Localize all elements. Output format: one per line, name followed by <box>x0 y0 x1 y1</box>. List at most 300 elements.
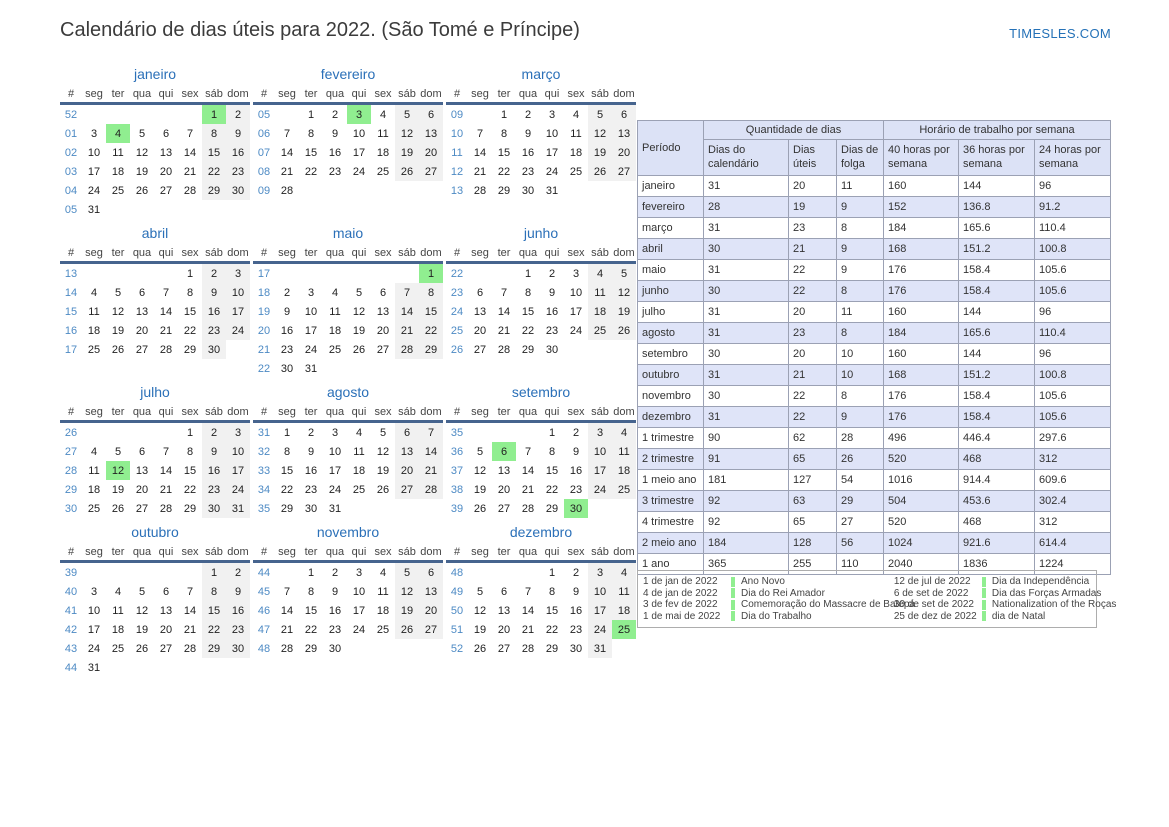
value-cell: 609.6 <box>1035 470 1111 491</box>
value-cell: 100.8 <box>1035 239 1111 260</box>
day-cell: 20 <box>612 143 636 162</box>
value-cell: 312 <box>1035 449 1111 470</box>
value-cell: 9 <box>837 407 884 428</box>
table-subheader-row <box>638 140 1111 176</box>
value-cell: 9 <box>837 260 884 281</box>
week-col-header: # <box>60 86 82 104</box>
day-cell: 13 <box>159 604 173 617</box>
weekday-header: ter <box>106 245 130 263</box>
value-cell: 8 <box>837 281 884 302</box>
day-cell: 21 <box>395 321 419 340</box>
day-cell: 9 <box>572 445 580 458</box>
day-cell: 16 <box>328 604 342 617</box>
day-cell: 9 <box>307 445 315 458</box>
day-cell <box>226 200 250 219</box>
day-cell: 6 <box>379 286 387 299</box>
holiday-name: Ano Novo <box>741 576 785 588</box>
day-cell: 11 <box>329 305 341 318</box>
day-cell: 9 <box>331 585 339 598</box>
week-number: 50 <box>450 604 464 617</box>
value-cell: 144 <box>959 302 1035 323</box>
week-number: 36 <box>450 445 464 458</box>
week-row <box>446 321 636 340</box>
week-number: 41 <box>64 604 78 617</box>
week-number: 23 <box>450 286 464 299</box>
period-label: outubro <box>638 365 704 386</box>
day-cell <box>178 200 202 219</box>
weekday-header: sex <box>178 544 202 562</box>
day-cell: 3 <box>226 422 250 443</box>
week-row <box>446 639 636 658</box>
day-cell: 25 <box>328 343 342 356</box>
weekday-header: sex <box>564 404 588 422</box>
day-cell: 20 <box>473 324 487 337</box>
month-table <box>253 86 443 200</box>
day-cell: 10 <box>328 445 342 458</box>
day-cell <box>323 263 347 284</box>
day-cell: 13 <box>395 442 419 461</box>
value-cell: 184 <box>704 533 789 554</box>
value-cell: 63 <box>789 491 837 512</box>
day-cell <box>130 658 154 677</box>
day-cell: 23 <box>304 483 318 496</box>
week-row <box>60 582 250 601</box>
value-cell: 21 <box>789 239 837 260</box>
day-cell <box>130 200 154 219</box>
value-cell: 181 <box>704 470 789 491</box>
value-cell: 8 <box>837 323 884 344</box>
value-cell: 614.4 <box>1035 533 1111 554</box>
day-cell: 7 <box>162 445 170 458</box>
month-title: fevereiro <box>320 66 376 82</box>
day-cell <box>419 499 443 518</box>
week-number: 09 <box>257 184 271 197</box>
month-title: maio <box>332 225 364 241</box>
value-cell: 30 <box>704 344 789 365</box>
table-row <box>638 323 1111 344</box>
day-cell: 2 <box>226 562 250 583</box>
weekday-header: qua <box>516 544 540 562</box>
period-label: agosto <box>638 323 704 344</box>
holiday-name: Nationalization of the Roças <box>991 599 1117 611</box>
week-row <box>446 124 636 143</box>
weekday-header: seg <box>275 404 299 422</box>
value-cell: 446.4 <box>959 428 1035 449</box>
day-cell: 16 <box>521 146 535 159</box>
month-title: janeiro <box>133 66 177 82</box>
day-cell: 17 <box>545 146 559 159</box>
day-cell <box>371 499 395 518</box>
day-cell: 27 <box>135 343 149 356</box>
sub-column-header: 40 horas por semana <box>884 140 959 176</box>
week-number: 20 <box>257 324 271 337</box>
week-number: 29 <box>64 483 78 496</box>
day-cell: 22 <box>419 321 443 340</box>
day-cell <box>588 181 612 200</box>
month-title: dezembro <box>509 524 573 540</box>
day-cell: 5 <box>476 445 484 458</box>
day-cell: 9 <box>331 127 339 140</box>
holiday-day-cell: 12 <box>106 461 130 480</box>
week-row <box>253 582 443 601</box>
day-cell: 29 <box>497 184 511 197</box>
week-row <box>60 162 250 181</box>
day-cell: 19 <box>588 143 612 162</box>
weekday-header: qui <box>154 245 178 263</box>
day-cell: 7 <box>283 585 291 598</box>
day-cell: 10 <box>226 283 250 302</box>
weekday-header-row <box>253 245 443 263</box>
day-cell <box>395 639 419 658</box>
weekday-header: seg <box>468 245 492 263</box>
value-cell: 30 <box>704 281 789 302</box>
month-agosto <box>253 378 446 518</box>
day-cell: 1 <box>202 562 226 583</box>
day-cell: 18 <box>87 483 101 496</box>
day-cell <box>82 104 106 125</box>
holiday-name: Dia do Trabalho <box>741 610 812 622</box>
day-cell: 11 <box>612 582 636 601</box>
table-row <box>638 281 1111 302</box>
day-cell: 29 <box>183 343 197 356</box>
table-row <box>638 386 1111 407</box>
week-row <box>253 562 443 583</box>
week-number: 05 <box>257 108 271 121</box>
week-number: 30 <box>64 502 78 515</box>
day-cell: 3 <box>588 562 612 583</box>
weekday-header: qui <box>347 404 371 422</box>
value-cell: 105.6 <box>1035 281 1111 302</box>
day-cell: 3 <box>355 566 363 579</box>
week-number: 02 <box>64 146 78 159</box>
day-cell: 14 <box>521 464 535 477</box>
table-row <box>638 302 1111 323</box>
day-cell <box>106 263 130 284</box>
value-cell: 160 <box>884 302 959 323</box>
day-cell: 17 <box>226 302 250 321</box>
day-cell: 29 <box>545 502 559 515</box>
week-row <box>60 461 250 480</box>
value-cell: 2040 <box>884 554 959 575</box>
month-table <box>446 245 636 359</box>
day-cell <box>564 340 588 359</box>
holiday-day-cell: 1 <box>419 263 443 284</box>
week-row <box>253 104 443 125</box>
day-cell: 18 <box>376 604 390 617</box>
week-row <box>60 263 250 284</box>
day-cell: 4 <box>572 108 580 121</box>
value-cell: 468 <box>959 449 1035 470</box>
day-cell: 19 <box>376 464 390 477</box>
day-cell: 16 <box>202 302 226 321</box>
value-cell: 20 <box>789 302 837 323</box>
day-cell <box>468 104 492 125</box>
value-cell: 96 <box>1035 176 1111 197</box>
day-cell: 29 <box>183 502 197 515</box>
week-number: 39 <box>450 502 464 515</box>
week-row <box>253 639 443 658</box>
week-number: 16 <box>64 324 78 337</box>
weekday-header: ter <box>299 86 323 104</box>
day-cell: 30 <box>202 499 226 518</box>
holiday-entry <box>643 599 915 611</box>
day-cell: 5 <box>379 426 387 439</box>
table-row <box>638 344 1111 365</box>
value-cell: 105.6 <box>1035 386 1111 407</box>
day-cell <box>130 104 154 125</box>
week-row <box>446 302 636 321</box>
day-cell: 2 <box>226 104 250 125</box>
day-cell: 24 <box>569 324 583 337</box>
value-cell: 26 <box>837 449 884 470</box>
day-cell: 6 <box>500 585 508 598</box>
day-cell: 25 <box>352 483 366 496</box>
week-number: 18 <box>257 286 271 299</box>
month-novembro <box>253 518 446 658</box>
day-cell: 19 <box>395 143 419 162</box>
week-number: 28 <box>64 464 78 477</box>
holiday-marker-icon <box>982 611 986 621</box>
day-cell: 27 <box>419 162 443 181</box>
weekday-header-row <box>253 86 443 104</box>
day-cell: 21 <box>521 623 535 636</box>
weekday-header: seg <box>468 544 492 562</box>
month-table <box>60 544 250 677</box>
value-cell: 31 <box>704 365 789 386</box>
day-cell: 13 <box>135 305 149 318</box>
day-cell: 28 <box>521 502 535 515</box>
week-number: 03 <box>64 165 78 178</box>
day-cell: 17 <box>87 623 101 636</box>
holiday-day-cell: 3 <box>347 104 371 125</box>
day-cell: 20 <box>159 623 173 636</box>
week-number: 11 <box>451 146 463 159</box>
day-cell: 26 <box>376 483 390 496</box>
day-cell: 15 <box>545 604 559 617</box>
week-number: 25 <box>450 324 464 337</box>
holiday-marker-icon <box>982 600 986 610</box>
value-cell: 158.4 <box>959 386 1035 407</box>
day-cell: 27 <box>419 620 443 639</box>
weekday-header: sex <box>564 86 588 104</box>
day-cell: 10 <box>569 286 583 299</box>
day-cell: 16 <box>569 604 583 617</box>
week-col-header: # <box>446 404 468 422</box>
month-abril <box>60 219 253 359</box>
table-row <box>638 218 1111 239</box>
month-table <box>253 404 443 518</box>
day-cell: 14 <box>497 305 511 318</box>
day-cell: 19 <box>395 601 419 620</box>
day-cell: 18 <box>111 165 125 178</box>
value-cell: 504 <box>884 491 959 512</box>
day-cell: 11 <box>353 445 365 458</box>
day-cell: 30 <box>521 184 535 197</box>
day-cell: 21 <box>473 165 487 178</box>
day-cell: 13 <box>497 464 511 477</box>
weekday-header: qui <box>540 245 564 263</box>
day-cell <box>347 359 371 378</box>
period-label: maio <box>638 260 704 281</box>
day-cell: 24 <box>352 623 366 636</box>
day-cell: 29 <box>521 343 535 356</box>
day-cell: 28 <box>419 480 443 499</box>
day-cell <box>106 658 130 677</box>
weekday-header: sáb <box>588 404 612 422</box>
week-row <box>253 302 443 321</box>
day-cell: 6 <box>138 286 146 299</box>
day-cell: 10 <box>352 585 366 598</box>
value-cell: 22 <box>789 386 837 407</box>
day-cell: 27 <box>159 642 173 655</box>
day-cell <box>299 181 323 200</box>
day-cell: 30 <box>304 502 318 515</box>
holiday-name: Comemoração do Massacre de Batepá <box>741 599 915 611</box>
value-cell: 184 <box>884 323 959 344</box>
day-cell: 20 <box>395 461 419 480</box>
day-cell <box>612 639 636 658</box>
day-cell <box>106 200 130 219</box>
day-cell <box>371 639 395 658</box>
day-cell: 14 <box>473 146 487 159</box>
day-cell: 28 <box>395 340 419 359</box>
week-row <box>446 181 636 200</box>
week-row <box>253 263 443 284</box>
day-cell: 11 <box>612 442 636 461</box>
month-setembro <box>446 378 639 518</box>
month-maio <box>253 219 446 378</box>
period-label: fevereiro <box>638 197 704 218</box>
day-cell: 27 <box>395 480 419 499</box>
weekday-header-row <box>446 404 636 422</box>
calendar-grid <box>60 60 639 677</box>
value-cell: 158.4 <box>959 407 1035 428</box>
week-row <box>253 283 443 302</box>
holiday-name: Dia do Rei Amador <box>741 587 825 599</box>
week-row <box>253 359 443 378</box>
value-cell: 128 <box>789 533 837 554</box>
day-cell <box>516 422 540 443</box>
period-label: abril <box>638 239 704 260</box>
value-cell: 921.6 <box>959 533 1035 554</box>
day-cell <box>419 181 443 200</box>
day-cell <box>178 104 202 125</box>
weekday-header: dom <box>226 544 250 562</box>
day-cell: 9 <box>572 585 580 598</box>
value-cell: 91 <box>704 449 789 470</box>
weekday-header: ter <box>299 404 323 422</box>
day-cell: 25 <box>87 343 101 356</box>
week-row <box>446 143 636 162</box>
day-cell: 22 <box>202 620 226 639</box>
value-cell: 31 <box>704 407 789 428</box>
week-number: 48 <box>257 642 271 655</box>
day-cell <box>106 104 130 125</box>
day-cell <box>154 263 178 284</box>
weekday-header: qua <box>516 404 540 422</box>
day-cell: 23 <box>202 321 226 340</box>
week-row <box>253 442 443 461</box>
weekday-header: seg <box>468 404 492 422</box>
table-row <box>638 239 1111 260</box>
day-cell: 26 <box>612 321 636 340</box>
week-number: 39 <box>64 566 78 579</box>
value-cell: 302.4 <box>1035 491 1111 512</box>
period-label: 3 trimestre <box>638 491 704 512</box>
brand-link[interactable]: TIMESLES.COM <box>1009 26 1111 41</box>
month-janeiro <box>60 60 253 219</box>
week-number: 22 <box>450 267 464 280</box>
value-cell: 144 <box>959 176 1035 197</box>
day-cell: 5 <box>395 104 419 125</box>
day-cell: 2 <box>572 566 580 579</box>
day-cell: 27 <box>612 162 636 181</box>
week-col-header: # <box>446 544 468 562</box>
week-row <box>60 601 250 620</box>
day-cell <box>347 499 371 518</box>
weekday-header: ter <box>299 544 323 562</box>
day-cell: 2 <box>202 263 226 284</box>
day-cell: 27 <box>497 642 511 655</box>
day-cell: 9 <box>202 283 226 302</box>
day-cell <box>275 104 299 125</box>
weekday-header: sáb <box>395 86 419 104</box>
period-label: março <box>638 218 704 239</box>
value-cell: 65 <box>789 449 837 470</box>
day-cell: 7 <box>162 286 170 299</box>
week-row <box>253 124 443 143</box>
holiday-date: 1 de jan de 2022 <box>643 576 718 588</box>
value-cell: 152 <box>884 197 959 218</box>
weekday-header: qua <box>516 86 540 104</box>
day-cell: 10 <box>304 305 318 318</box>
day-cell: 24 <box>226 480 250 499</box>
day-cell: 8 <box>202 582 226 601</box>
weekday-header: ter <box>299 245 323 263</box>
week-number: 06 <box>257 127 271 140</box>
week-number: 19 <box>257 305 271 318</box>
day-cell: 15 <box>202 143 226 162</box>
day-cell: 28 <box>521 642 535 655</box>
holiday-marker-icon <box>731 600 735 610</box>
day-cell <box>612 340 636 359</box>
day-cell: 4 <box>114 585 122 598</box>
month-title: setembro <box>511 384 571 400</box>
week-col-header: # <box>253 404 275 422</box>
week-number: 14 <box>64 286 78 299</box>
day-cell: 20 <box>376 324 390 337</box>
day-cell <box>178 562 202 583</box>
day-cell: 14 <box>183 604 197 617</box>
week-row <box>446 582 636 601</box>
week-row <box>446 499 636 518</box>
day-cell: 22 <box>304 165 318 178</box>
weekday-header: qua <box>516 245 540 263</box>
day-cell: 23 <box>226 620 250 639</box>
day-cell: 30 <box>569 642 583 655</box>
month-title: junho <box>523 225 559 241</box>
day-cell: 23 <box>280 343 294 356</box>
table-row <box>638 176 1111 197</box>
weekday-header: sex <box>178 404 202 422</box>
day-cell: 4 <box>612 422 636 443</box>
day-cell: 31 <box>87 661 101 674</box>
day-cell: 11 <box>112 146 124 159</box>
day-cell: 19 <box>352 324 366 337</box>
day-cell: 7 <box>395 283 419 302</box>
week-number: 12 <box>450 165 464 178</box>
day-cell: 12 <box>135 146 149 159</box>
